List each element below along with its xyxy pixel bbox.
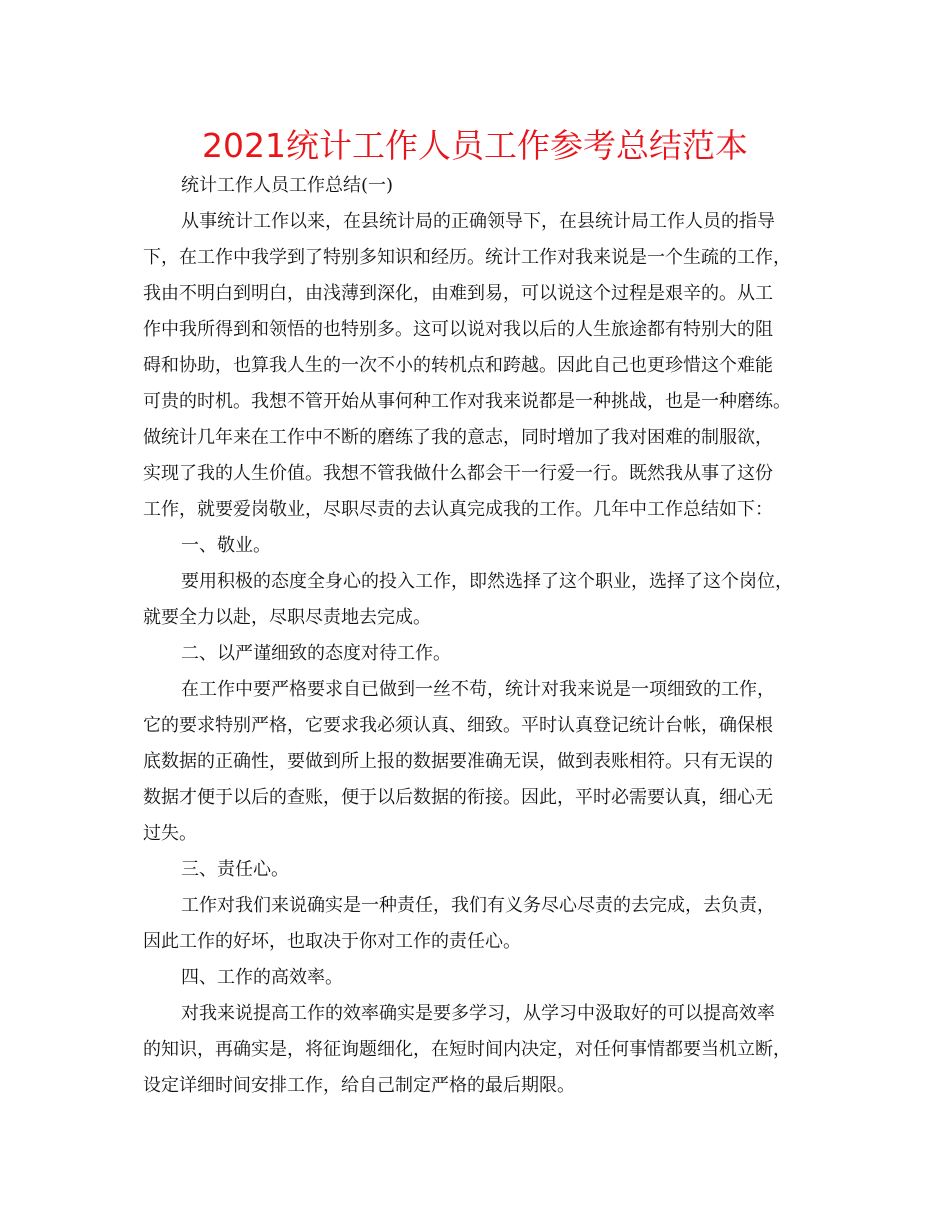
text-line: 工作，就要爱岗敬业，尽职尽责的去认真完成我的工作。几年中工作总结如下： xyxy=(143,499,773,520)
text-line: 我由不明白到明白，由浅薄到深化，由难到易，可以说这个过程是艰辛的。从工 xyxy=(143,283,773,304)
text-line: 统计工作人员工作总结(一) xyxy=(181,175,394,196)
text-line: 它的要求特别严格，它要求我必须认真、细致。平时认真登记统计台帐，确保根 xyxy=(143,715,773,736)
text-line: 设定详细时间安排工作，给自己制定严格的最后期限。 xyxy=(143,1075,575,1096)
text-line: 作中我所得到和领悟的也特别多。这可以说对我以后的人生旅途都有特别大的阻 xyxy=(143,319,773,340)
text-line: 数据才便于以后的查账，便于以后数据的衔接。因此，平时必需要认真，细心无 xyxy=(143,787,773,808)
text-line: 下，在工作中我学到了特别多知识和经历。统计工作对我来说是一个生疏的工作， xyxy=(143,247,791,268)
text-line: 四、工作的高效率。 xyxy=(181,967,343,988)
text-line: 做统计几年来在工作中不断的磨练了我的意志，同时增加了我对困难的制服欲， xyxy=(143,427,773,448)
text-line: 的知识，再确实是，将征询题细化，在短时间内决定，对任何事情都要当机立断， xyxy=(143,1039,791,1060)
text-line: 底数据的正确性，要做到所上报的数据要准确无误，做到表账相符。只有无误的 xyxy=(143,751,773,772)
text-line: 一、敬业。 xyxy=(181,535,271,556)
text-line: 因此工作的好坏，也取决于你对工作的责任心。 xyxy=(143,931,521,952)
text-line: 对我来说提高工作的效率确实是要多学习，从学习中汲取好的可以提高效率 xyxy=(181,1003,775,1024)
text-line: 可贵的时机。我想不管开始从事何种工作对我来说都是一种挑战，也是一种磨练。 xyxy=(143,391,791,412)
text-line: 从事统计工作以来，在县统计局的正确领导下，在县统计局工作人员的指导 xyxy=(181,211,775,232)
text-line: 实现了我的人生价值。我想不管我做什么都会干一行爱一行。既然我从事了这份 xyxy=(143,463,773,484)
text-line: 在工作中要严格要求自已做到一丝不苟，统计对我来说是一项细致的工作， xyxy=(181,679,775,700)
text-line: 碍和协助，也算我人生的一次不小的转机点和跨越。因此自己也更珍惜这个难能 xyxy=(143,355,773,376)
document-body xyxy=(143,168,808,1104)
text-line: 三、责任心。 xyxy=(181,859,289,880)
text-line: 就要全力以赴，尽职尽责地去完成。 xyxy=(143,607,431,628)
text-line: 要用积极的态度全身心的投入工作，即然选择了这个职业，选择了这个岗位， xyxy=(181,571,793,592)
document-title: 2021统计工作人员工作参考总结范本 xyxy=(202,126,748,165)
text-line: 工作对我们来说确实是一种责任，我们有义务尽心尽责的去完成，去负责， xyxy=(181,895,775,916)
text-line: 过失。 xyxy=(143,823,197,844)
text-line: 二、以严谨细致的态度对待工作。 xyxy=(181,643,451,664)
